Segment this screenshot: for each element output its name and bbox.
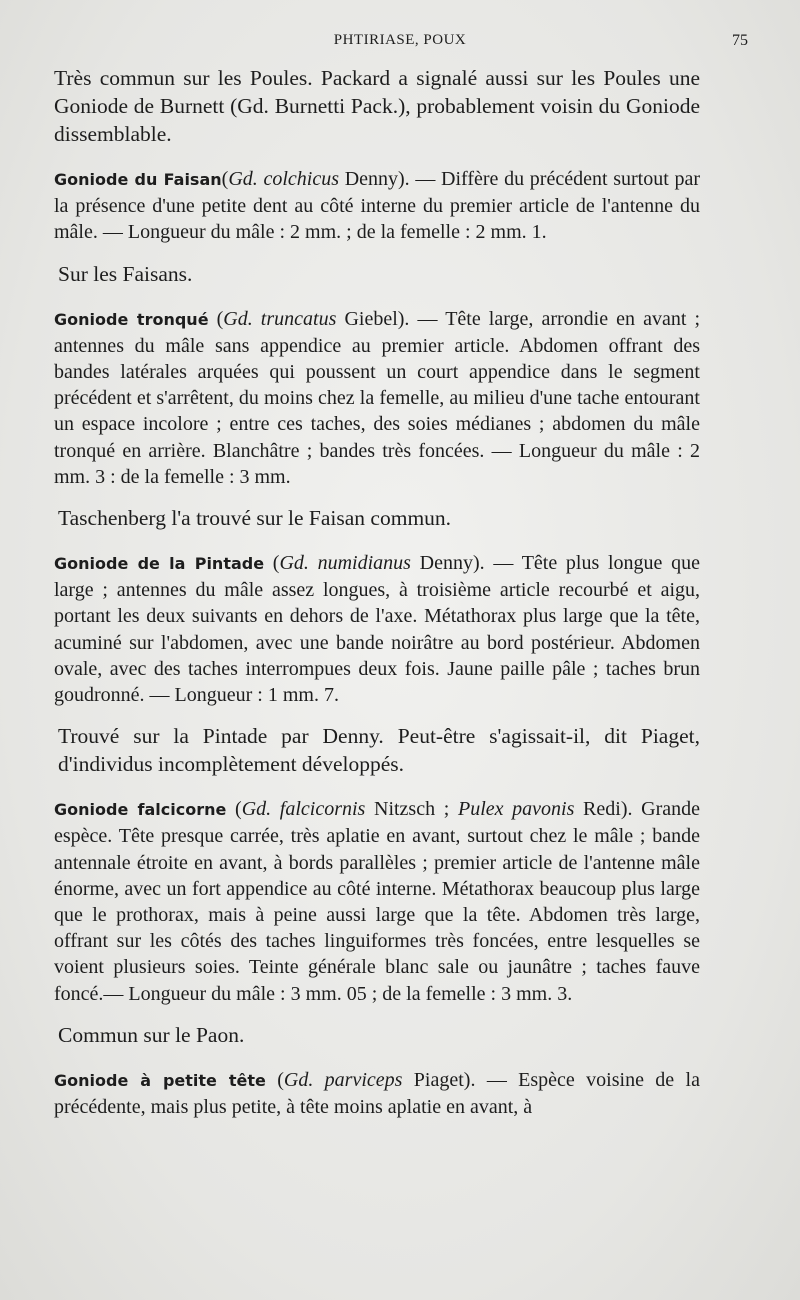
scientific-name: Gd. colchicus — [228, 168, 339, 190]
species-description: — Tête plus longue que large ; antennes du mâle assez longues, à troisième article recourbé et aigu, portant les deux suivants en dehors de l'axe. Métathorax plus large que la tête, acuminé sur l'abdomen, avec une bande noirâtre au bord postérieur. Abdomen ovale, avec des taches interrompues deux fois. Jaune paille pâle ; taches brun goudronné. — Longueur : 1 mm. 7. — [54, 552, 700, 707]
sci-paren: ( — [226, 798, 242, 821]
species-entry — [54, 306, 700, 490]
species-name: Goniode de la Pintade — [54, 554, 265, 574]
species-entry — [54, 550, 700, 708]
sci-paren: ( — [208, 307, 224, 330]
species-description: — Tête large, arrondie en avant ; antennes du mâle sans appendice au premier article. Abdomen offrant des bandes latérales arquées qui poussent un court appendice dans le segment précédent et s'arrêtent, du moins chez la femelle, au milieu d'une tache entourant un espace incolore ; entre ces taches, des soies médianes ; abdomen du mâle tronqué en arrière. Blanchâtre ; bandes très foncées. — Longueur du mâle : 2 mm. 3 : de la femelle : 3 mm. — [54, 307, 701, 488]
scientific-name: Gd. falcicornis — [241, 798, 366, 821]
scientific-name: Gd. parviceps — [283, 1068, 403, 1091]
running-title: PHTIRIASE, POUX — [333, 32, 467, 48]
sci-paren: ( — [265, 1068, 284, 1091]
species-author: Giebel). — [336, 307, 410, 330]
page-number: 75 — [732, 32, 748, 49]
species-entry — [54, 1067, 700, 1120]
scientific-name: Gd. numidianus — [279, 552, 411, 575]
running-header — [40, 32, 760, 56]
page-body — [54, 64, 700, 1120]
synonym-name: Pulex pavonis — [457, 798, 575, 821]
species-name: Goniode du Faisan — [54, 170, 222, 189]
host-note: Trouvé sur la Pintade par Denny. Peut-être s'agissait-il, dit Piaget, d'individus incomplètement développés. — [58, 724, 700, 777]
species-description: — Espèce voisine de la précédente, mais plus petite, à tête moins aplatie en avant, à — [54, 1068, 700, 1119]
host-note: Commun sur le Paon. — [58, 1022, 245, 1047]
species-name: Goniode à petite tête — [54, 1070, 266, 1090]
species-name: Goniode falcicorne — [54, 800, 227, 820]
host-note: Sur les Faisans. — [58, 261, 193, 286]
species-entry — [54, 166, 700, 246]
species-author: Piaget). — [402, 1068, 476, 1091]
sci-paren: ( — [221, 168, 229, 190]
sci-paren: ( — [264, 552, 280, 575]
species-author: Denny). — [410, 552, 485, 575]
species-description: Grande espèce. Tête presque carrée, très aplatie en avant, surtout chez le mâle ; bande antennale étroite en avant, à bords parallèles ; premier article de l'antenne mâle énorme, avec un fort appendice au côté interne. Métathorax beaucoup plus large que le prothorax, mais à peine aussi large que la tête. Abdomen très large, offrant sur les côtés des taches linguiformes très foncées, entre lesquelles se voient plusieurs soies. Teinte générale blanc sale ou jaunâtre ; taches fauve foncé.— Longueur du mâle : 3 mm. 05 ; de la femelle : 3 mm. 3. — [54, 798, 701, 1005]
species-name: Goniode tronqué — [54, 309, 209, 329]
intro-paragraph: Très commun sur les Poules. Packard a signalé aussi sur les Poules une Goniode de Burnett (Gd. Burnetti Pack.), probablement voisin du Goniode dissemblable. — [54, 66, 700, 146]
species-author: Nitzsch ; — [365, 798, 458, 821]
host-note: Taschenberg l'a trouvé sur le Faisan commun. — [58, 506, 452, 531]
synonym-author: Redi). — [574, 798, 633, 821]
species-description: — Diffère du précédent surtout par la présence d'une petite dent au côté interne du premier article de l'antenne du mâle. — Longueur du mâle : 2 mm. ; de la femelle : 2 mm. 1. — [54, 168, 700, 244]
scientific-name: Gd. truncatus — [223, 307, 337, 330]
species-entry — [54, 796, 700, 1007]
species-author: Denny). — [339, 168, 410, 190]
